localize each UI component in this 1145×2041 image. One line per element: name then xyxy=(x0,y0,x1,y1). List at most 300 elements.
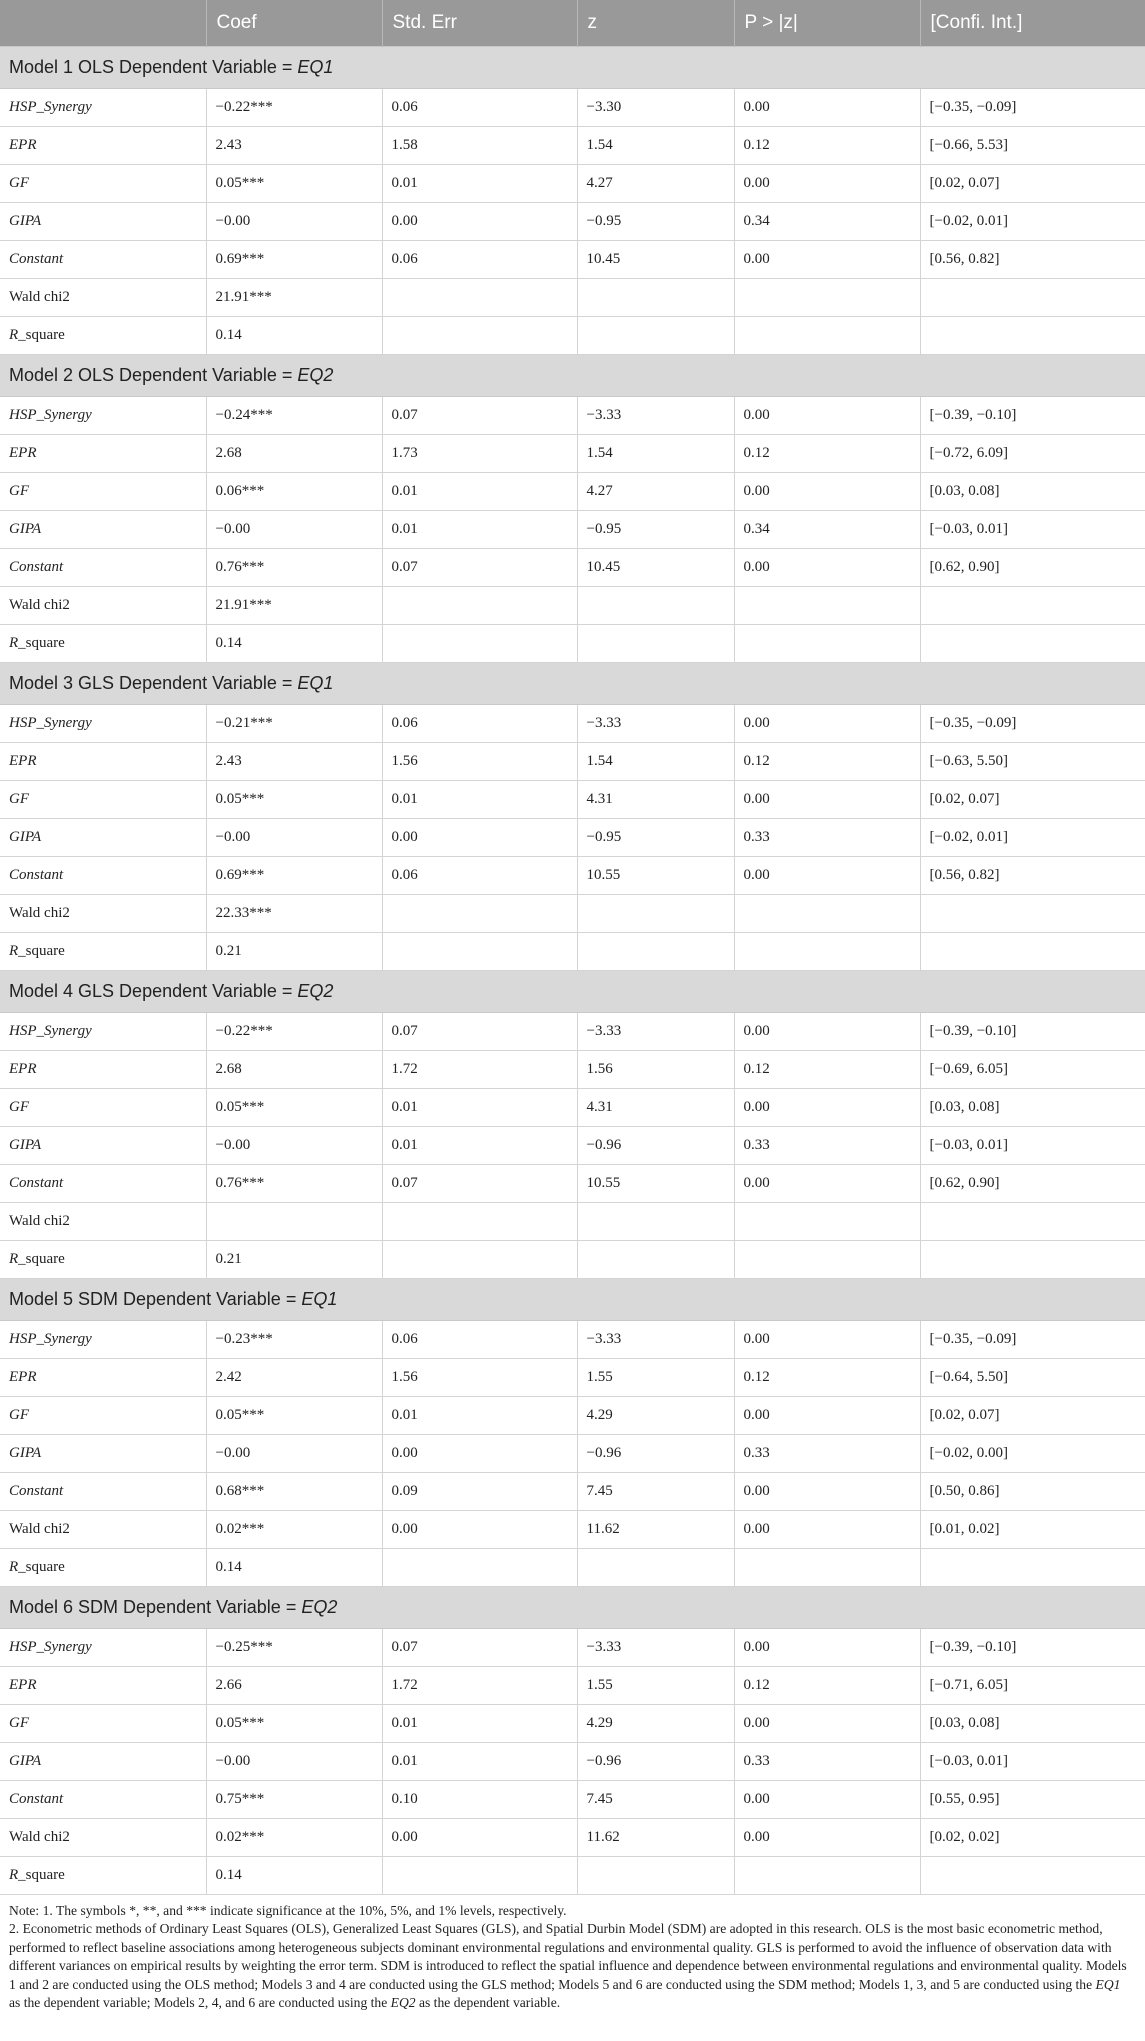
conf-int-cell: [−0.02, 0.00] xyxy=(920,1434,1145,1472)
z-cell xyxy=(577,1856,734,1894)
coef-cell: 0.21 xyxy=(206,1240,382,1278)
coef-cell: 2.43 xyxy=(206,742,382,780)
header-conf-int: [Confi. Int.] xyxy=(920,0,1145,46)
std-err-cell xyxy=(382,624,577,662)
model-label: Model 5 SDM Dependent Variable = xyxy=(9,1288,302,1309)
variable-name-cell: HSP_Synergy xyxy=(0,88,206,126)
variable-name-italic-part: R xyxy=(9,942,19,959)
std-err-cell: 1.56 xyxy=(382,1358,577,1396)
z-cell: 7.45 xyxy=(577,1472,734,1510)
table-row xyxy=(0,1434,1145,1472)
header-coef: Coef xyxy=(206,0,382,46)
variable-name-rest: _square xyxy=(18,634,65,651)
conf-int-cell: [0.50, 0.86] xyxy=(920,1472,1145,1510)
z-cell: −0.95 xyxy=(577,818,734,856)
std-err-cell: 0.06 xyxy=(382,704,577,742)
coef-cell: 0.05*** xyxy=(206,164,382,202)
variable-name-cell: GIPA xyxy=(0,818,206,856)
conf-int-cell: [−0.39, −0.10] xyxy=(920,396,1145,434)
model-section-header xyxy=(0,1586,1145,1628)
variable-name-cell: Wald chi2 xyxy=(0,1202,206,1240)
p-value-cell: 0.12 xyxy=(734,434,920,472)
p-value-cell: 0.33 xyxy=(734,818,920,856)
table-row xyxy=(0,396,1145,434)
variable-name-cell: HSP_Synergy xyxy=(0,1628,206,1666)
model-label: Model 3 GLS Dependent Variable = xyxy=(9,672,298,693)
conf-int-cell: [−0.64, 5.50] xyxy=(920,1358,1145,1396)
conf-int-cell xyxy=(920,1240,1145,1278)
variable-name-cell: Wald chi2 xyxy=(0,278,206,316)
conf-int-cell: [0.02, 0.07] xyxy=(920,164,1145,202)
z-cell: 1.55 xyxy=(577,1358,734,1396)
table-row xyxy=(0,1704,1145,1742)
p-value-cell: 0.00 xyxy=(734,1780,920,1818)
z-cell: −3.33 xyxy=(577,1012,734,1050)
dependent-variable: EQ1 xyxy=(301,1288,338,1309)
z-cell: −3.33 xyxy=(577,1320,734,1358)
std-err-cell xyxy=(382,932,577,970)
table-row xyxy=(0,624,1145,662)
header-std-err: Std. Err xyxy=(382,0,577,46)
coef-cell: 0.14 xyxy=(206,1548,382,1586)
note-1: Note: 1. The symbols *, **, and *** indicate significance at the 10%, 5%, and 1% levels, respectively. xyxy=(9,1902,567,1918)
conf-int-cell: [0.02, 0.07] xyxy=(920,780,1145,818)
conf-int-cell xyxy=(920,894,1145,932)
variable-name-cell: HSP_Synergy xyxy=(0,396,206,434)
coef-cell: 0.05*** xyxy=(206,780,382,818)
note-2-text-b: as the dependent variable; Models 2, 4, and 6 are conducted using the xyxy=(9,1995,391,2010)
conf-int-cell: [−0.72, 6.09] xyxy=(920,434,1145,472)
p-value-cell: 0.00 xyxy=(734,1704,920,1742)
coef-cell: 0.05*** xyxy=(206,1088,382,1126)
p-value-cell xyxy=(734,316,920,354)
conf-int-cell: [0.56, 0.82] xyxy=(920,856,1145,894)
variable-name-rest: _square xyxy=(18,1558,65,1575)
coef-cell: 2.68 xyxy=(206,1050,382,1088)
header-p-value: P > |z| xyxy=(734,0,920,46)
std-err-cell: 0.00 xyxy=(382,1818,577,1856)
header-variable xyxy=(0,0,206,46)
variable-name-cell: EPR xyxy=(0,126,206,164)
p-value-cell xyxy=(734,624,920,662)
variable-name-rest: _square xyxy=(18,1250,65,1267)
coef-cell: 22.33*** xyxy=(206,894,382,932)
variable-name-italic-part: R xyxy=(9,1866,19,1883)
conf-int-cell: [0.56, 0.82] xyxy=(920,240,1145,278)
conf-int-cell: [0.03, 0.08] xyxy=(920,1088,1145,1126)
table-row xyxy=(0,856,1145,894)
dependent-variable: EQ2 xyxy=(297,364,334,385)
coef-cell: 0.14 xyxy=(206,624,382,662)
coef-cell: 0.06*** xyxy=(206,472,382,510)
variable-name-cell xyxy=(0,1548,206,1586)
variable-name-cell: Constant xyxy=(0,1472,206,1510)
z-cell: 1.54 xyxy=(577,434,734,472)
variable-name-cell: GF xyxy=(0,472,206,510)
variable-name-cell: EPR xyxy=(0,434,206,472)
table-row xyxy=(0,510,1145,548)
conf-int-cell xyxy=(920,278,1145,316)
model-section-title xyxy=(0,1586,1145,1628)
std-err-cell: 0.01 xyxy=(382,1742,577,1780)
p-value-cell: 0.00 xyxy=(734,1012,920,1050)
note-2-text-c: as the dependent variable. xyxy=(415,1995,561,2010)
std-err-cell: 0.07 xyxy=(382,1628,577,1666)
conf-int-cell: [0.03, 0.08] xyxy=(920,472,1145,510)
conf-int-cell: [−0.02, 0.01] xyxy=(920,202,1145,240)
conf-int-cell: [−0.03, 0.01] xyxy=(920,1742,1145,1780)
z-cell xyxy=(577,894,734,932)
variable-name-cell: Constant xyxy=(0,856,206,894)
z-cell: −0.96 xyxy=(577,1434,734,1472)
p-value-cell: 0.33 xyxy=(734,1126,920,1164)
coef-cell: 0.75*** xyxy=(206,1780,382,1818)
coef-cell: −0.00 xyxy=(206,510,382,548)
p-value-cell: 0.00 xyxy=(734,1472,920,1510)
coef-cell: 0.69*** xyxy=(206,856,382,894)
std-err-cell: 0.07 xyxy=(382,1164,577,1202)
p-value-cell: 0.00 xyxy=(734,396,920,434)
table-row xyxy=(0,1358,1145,1396)
table-row xyxy=(0,1818,1145,1856)
table-row xyxy=(0,1856,1145,1894)
variable-name-rest: _square xyxy=(18,326,65,343)
z-cell xyxy=(577,932,734,970)
z-cell: −3.33 xyxy=(577,396,734,434)
p-value-cell: 0.34 xyxy=(734,510,920,548)
conf-int-cell: [−0.39, −0.10] xyxy=(920,1012,1145,1050)
header-row xyxy=(0,0,1145,46)
model-section-title xyxy=(0,662,1145,704)
coef-cell: 2.68 xyxy=(206,434,382,472)
variable-name-cell: GF xyxy=(0,1704,206,1742)
dependent-variable: EQ1 xyxy=(297,672,334,693)
p-value-cell: 0.00 xyxy=(734,1510,920,1548)
coef-cell: 0.02*** xyxy=(206,1510,382,1548)
std-err-cell xyxy=(382,1202,577,1240)
coef-cell: 21.91*** xyxy=(206,586,382,624)
z-cell: −0.96 xyxy=(577,1742,734,1780)
std-err-cell: 1.73 xyxy=(382,434,577,472)
conf-int-cell: [−0.03, 0.01] xyxy=(920,1126,1145,1164)
std-err-cell: 1.56 xyxy=(382,742,577,780)
table-row xyxy=(0,548,1145,586)
variable-name-cell xyxy=(0,316,206,354)
conf-int-cell: [0.62, 0.90] xyxy=(920,548,1145,586)
model-section-title xyxy=(0,354,1145,396)
coef-cell: −0.22*** xyxy=(206,88,382,126)
p-value-cell: 0.00 xyxy=(734,780,920,818)
variable-name-italic-part: R xyxy=(9,634,19,651)
p-value-cell xyxy=(734,932,920,970)
z-cell: 11.62 xyxy=(577,1510,734,1548)
table-body xyxy=(0,46,1145,1894)
std-err-cell: 0.01 xyxy=(382,780,577,818)
z-cell: 4.31 xyxy=(577,780,734,818)
z-cell: 1.56 xyxy=(577,1050,734,1088)
p-value-cell: 0.34 xyxy=(734,202,920,240)
model-section-title xyxy=(0,970,1145,1012)
variable-name-cell: Wald chi2 xyxy=(0,1818,206,1856)
z-cell xyxy=(577,1202,734,1240)
variable-name-cell: GF xyxy=(0,164,206,202)
coef-cell: 0.69*** xyxy=(206,240,382,278)
conf-int-cell xyxy=(920,316,1145,354)
conf-int-cell xyxy=(920,624,1145,662)
table-row xyxy=(0,818,1145,856)
table-row xyxy=(0,1088,1145,1126)
table-row xyxy=(0,586,1145,624)
variable-name-italic-part: R xyxy=(9,1558,19,1575)
conf-int-cell: [0.02, 0.07] xyxy=(920,1396,1145,1434)
variable-name-italic-part: R xyxy=(9,326,19,343)
variable-name-cell: GIPA xyxy=(0,202,206,240)
std-err-cell: 0.07 xyxy=(382,396,577,434)
std-err-cell: 0.01 xyxy=(382,164,577,202)
coef-cell: 2.66 xyxy=(206,1666,382,1704)
conf-int-cell xyxy=(920,932,1145,970)
variable-name-cell xyxy=(0,932,206,970)
model-section-title xyxy=(0,46,1145,88)
std-err-cell: 0.01 xyxy=(382,510,577,548)
variable-name-cell: GF xyxy=(0,1088,206,1126)
p-value-cell xyxy=(734,1548,920,1586)
z-cell: 10.55 xyxy=(577,856,734,894)
z-cell: 4.29 xyxy=(577,1396,734,1434)
table-row xyxy=(0,1548,1145,1586)
table-row xyxy=(0,1050,1145,1088)
variable-name-cell: EPR xyxy=(0,1358,206,1396)
variable-name-cell: Constant xyxy=(0,548,206,586)
table-row xyxy=(0,1126,1145,1164)
variable-name-cell: GIPA xyxy=(0,1742,206,1780)
model-section-header xyxy=(0,354,1145,396)
conf-int-cell: [−0.69, 6.05] xyxy=(920,1050,1145,1088)
table-row xyxy=(0,472,1145,510)
coef-cell: 0.05*** xyxy=(206,1396,382,1434)
note-2-eq1: EQ1 xyxy=(1095,1976,1121,1992)
conf-int-cell: [−0.35, −0.09] xyxy=(920,1320,1145,1358)
z-cell: −3.30 xyxy=(577,88,734,126)
variable-name-cell: HSP_Synergy xyxy=(0,1320,206,1358)
p-value-cell xyxy=(734,1856,920,1894)
z-cell xyxy=(577,1548,734,1586)
table-row xyxy=(0,1202,1145,1240)
std-err-cell: 0.01 xyxy=(382,1396,577,1434)
table-row xyxy=(0,240,1145,278)
variable-name-cell: GF xyxy=(0,780,206,818)
table-row xyxy=(0,1164,1145,1202)
coef-cell: 0.14 xyxy=(206,316,382,354)
conf-int-cell: [−0.39, −0.10] xyxy=(920,1628,1145,1666)
std-err-cell xyxy=(382,894,577,932)
p-value-cell: 0.00 xyxy=(734,1164,920,1202)
std-err-cell xyxy=(382,586,577,624)
p-value-cell: 0.00 xyxy=(734,1088,920,1126)
z-cell: 10.55 xyxy=(577,1164,734,1202)
conf-int-cell: [0.02, 0.02] xyxy=(920,1818,1145,1856)
coef-cell: 0.76*** xyxy=(206,548,382,586)
coef-cell: −0.00 xyxy=(206,1742,382,1780)
header-z: z xyxy=(577,0,734,46)
model-label: Model 6 SDM Dependent Variable = xyxy=(9,1596,302,1617)
z-cell: 1.54 xyxy=(577,126,734,164)
std-err-cell xyxy=(382,1548,577,1586)
variable-name-italic-part: R xyxy=(9,1250,19,1267)
p-value-cell: 0.12 xyxy=(734,1666,920,1704)
z-cell: −0.95 xyxy=(577,202,734,240)
z-cell: 11.62 xyxy=(577,1818,734,1856)
table-row xyxy=(0,126,1145,164)
table-notes xyxy=(0,1895,1145,2013)
table-row xyxy=(0,164,1145,202)
variable-name-cell: EPR xyxy=(0,1666,206,1704)
p-value-cell xyxy=(734,1202,920,1240)
coef-cell: −0.00 xyxy=(206,202,382,240)
coef-cell: 21.91*** xyxy=(206,278,382,316)
table-row xyxy=(0,88,1145,126)
std-err-cell: 0.00 xyxy=(382,202,577,240)
model-section-header xyxy=(0,1278,1145,1320)
variable-name-cell: Wald chi2 xyxy=(0,894,206,932)
z-cell: 4.29 xyxy=(577,1704,734,1742)
std-err-cell: 0.06 xyxy=(382,856,577,894)
std-err-cell: 0.07 xyxy=(382,1012,577,1050)
table-row xyxy=(0,1666,1145,1704)
note-2-eq2: EQ2 xyxy=(390,1995,416,2010)
table-row xyxy=(0,894,1145,932)
conf-int-cell: [0.62, 0.90] xyxy=(920,1164,1145,1202)
z-cell: 7.45 xyxy=(577,1780,734,1818)
coef-cell: −0.25*** xyxy=(206,1628,382,1666)
note-2 xyxy=(9,1920,1135,2013)
model-label: Model 2 OLS Dependent Variable = xyxy=(9,364,298,385)
table-row xyxy=(0,780,1145,818)
p-value-cell: 0.12 xyxy=(734,1358,920,1396)
conf-int-cell: [−0.03, 0.01] xyxy=(920,510,1145,548)
conf-int-cell: [0.55, 0.95] xyxy=(920,1780,1145,1818)
std-err-cell xyxy=(382,1240,577,1278)
p-value-cell: 0.00 xyxy=(734,704,920,742)
std-err-cell: 1.72 xyxy=(382,1050,577,1088)
variable-name-cell: EPR xyxy=(0,1050,206,1088)
note-2-text-a: 2. Econometric methods of Ordinary Least Squares (OLS), Generalized Least Squares (GLS), and Spatial Durbin Model (SDM) are adopted in this research. OLS is the most basic econometric method, performed to reflect baseline associations among heterogeneous subjects dominant environmental regulations and environmental quality. GLS is performed to avoid the influence of observation data with different variances on empirical results by weighting the error term. SDM is introduced to reflect the spatial influence and dependence between environmental regulations and environmental quality. Models 1 and 2 are conducted using the OLS method; Models 3 and 4 are conducted using the GLS method; Models 5 and 6 are conducted using the SDM method; Models 1, 3, and 5 are conducted using the xyxy=(9,1921,1127,1992)
dependent-variable: EQ2 xyxy=(297,980,334,1001)
coef-cell xyxy=(206,1202,382,1240)
coef-cell: 0.05*** xyxy=(206,1704,382,1742)
coef-cell: −0.00 xyxy=(206,818,382,856)
z-cell: 1.55 xyxy=(577,1666,734,1704)
std-err-cell: 0.06 xyxy=(382,240,577,278)
p-value-cell xyxy=(734,1240,920,1278)
z-cell xyxy=(577,316,734,354)
variable-name-cell xyxy=(0,624,206,662)
p-value-cell: 0.33 xyxy=(734,1434,920,1472)
p-value-cell: 0.00 xyxy=(734,472,920,510)
variable-name-cell: Constant xyxy=(0,240,206,278)
table-row xyxy=(0,1628,1145,1666)
z-cell: 10.45 xyxy=(577,548,734,586)
coef-cell: 0.21 xyxy=(206,932,382,970)
variable-name-cell: Wald chi2 xyxy=(0,1510,206,1548)
conf-int-cell xyxy=(920,1856,1145,1894)
p-value-cell: 0.12 xyxy=(734,1050,920,1088)
std-err-cell: 0.01 xyxy=(382,472,577,510)
p-value-cell: 0.00 xyxy=(734,1320,920,1358)
p-value-cell: 0.12 xyxy=(734,126,920,164)
p-value-cell: 0.00 xyxy=(734,1628,920,1666)
table-row xyxy=(0,434,1145,472)
std-err-cell: 0.06 xyxy=(382,1320,577,1358)
std-err-cell: 0.01 xyxy=(382,1704,577,1742)
std-err-cell xyxy=(382,316,577,354)
model-section-header xyxy=(0,662,1145,704)
coef-cell: −0.22*** xyxy=(206,1012,382,1050)
coef-cell: 0.76*** xyxy=(206,1164,382,1202)
p-value-cell: 0.33 xyxy=(734,1742,920,1780)
p-value-cell: 0.00 xyxy=(734,164,920,202)
dependent-variable: EQ2 xyxy=(301,1596,338,1617)
std-err-cell: 1.72 xyxy=(382,1666,577,1704)
model-section-title xyxy=(0,1278,1145,1320)
std-err-cell: 0.01 xyxy=(382,1088,577,1126)
conf-int-cell: [−0.66, 5.53] xyxy=(920,126,1145,164)
z-cell: −3.33 xyxy=(577,704,734,742)
coef-cell: 0.14 xyxy=(206,1856,382,1894)
conf-int-cell: [−0.35, −0.09] xyxy=(920,704,1145,742)
variable-name-rest: _square xyxy=(18,942,65,959)
table-row xyxy=(0,1742,1145,1780)
table-row xyxy=(0,1396,1145,1434)
model-section-header xyxy=(0,46,1145,88)
z-cell xyxy=(577,278,734,316)
model-label: Model 4 GLS Dependent Variable = xyxy=(9,980,298,1001)
variable-name-cell: Constant xyxy=(0,1780,206,1818)
variable-name-cell: GIPA xyxy=(0,1126,206,1164)
z-cell: 4.27 xyxy=(577,472,734,510)
variable-name-cell: HSP_Synergy xyxy=(0,704,206,742)
variable-name-cell: HSP_Synergy xyxy=(0,1012,206,1050)
p-value-cell xyxy=(734,894,920,932)
conf-int-cell: [−0.35, −0.09] xyxy=(920,88,1145,126)
table-row xyxy=(0,1012,1145,1050)
z-cell: 4.27 xyxy=(577,164,734,202)
p-value-cell: 0.00 xyxy=(734,856,920,894)
coef-cell: −0.24*** xyxy=(206,396,382,434)
coef-cell: 2.43 xyxy=(206,126,382,164)
table-row xyxy=(0,742,1145,780)
table-row xyxy=(0,1780,1145,1818)
p-value-cell: 0.12 xyxy=(734,742,920,780)
coef-cell: 0.02*** xyxy=(206,1818,382,1856)
p-value-cell xyxy=(734,278,920,316)
coef-cell: −0.00 xyxy=(206,1434,382,1472)
std-err-cell: 1.58 xyxy=(382,126,577,164)
coef-cell: −0.00 xyxy=(206,1126,382,1164)
std-err-cell: 0.00 xyxy=(382,818,577,856)
coef-cell: 2.42 xyxy=(206,1358,382,1396)
variable-name-cell: GIPA xyxy=(0,510,206,548)
z-cell xyxy=(577,586,734,624)
conf-int-cell: [0.01, 0.02] xyxy=(920,1510,1145,1548)
variable-name-cell xyxy=(0,1240,206,1278)
std-err-cell xyxy=(382,1856,577,1894)
coef-cell: −0.21*** xyxy=(206,704,382,742)
z-cell: −3.33 xyxy=(577,1628,734,1666)
dependent-variable: EQ1 xyxy=(297,56,334,77)
table-row xyxy=(0,202,1145,240)
conf-int-cell: [−0.71, 6.05] xyxy=(920,1666,1145,1704)
